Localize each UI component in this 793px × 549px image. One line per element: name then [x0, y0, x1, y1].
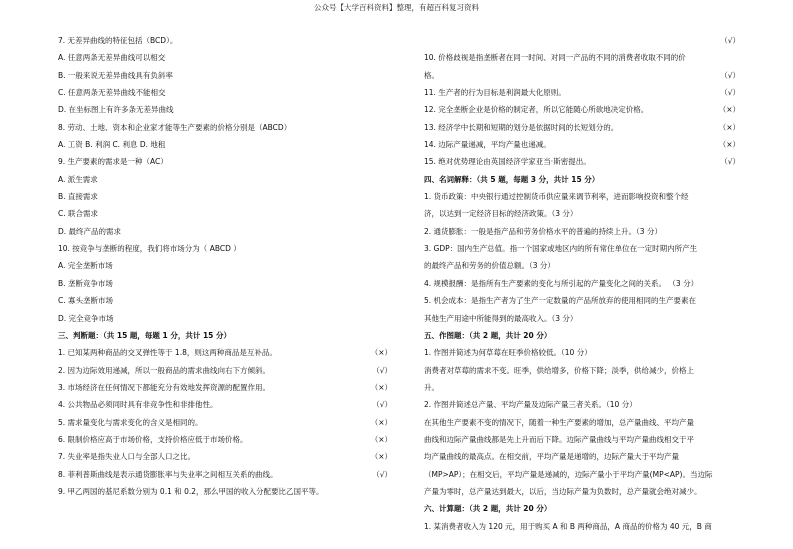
text-line [58, 448, 390, 465]
line-text: 1. 已知某两种商品的交叉弹性等于 1.8，则这两种商品是互补品。 [58, 348, 277, 358]
line-text: D. 在坐标图上有许多条无差异曲线 [58, 105, 174, 115]
text-line [424, 32, 740, 49]
line-text: 9. 生产要素的需求是一种（AC） [58, 157, 168, 167]
line-text: 六、计算题：（共 2 题，共计 20 分） [424, 504, 552, 514]
line-text: D. 最终产品的需求 [58, 226, 122, 236]
text-line [424, 119, 740, 136]
answer-mark: （√） [372, 365, 392, 375]
line-text: 7. 失业率是指失业人口与全部人口之比。 [58, 452, 196, 462]
answer-mark: （√） [372, 400, 392, 410]
text-line [58, 310, 390, 327]
line-text: A. 工资 B. 利润 C. 利息 D. 地租 [58, 140, 166, 150]
answer-mark: （×） [370, 452, 392, 462]
line-text: 5. 需求量变化与需求变化的含义是相同的。 [58, 417, 203, 427]
text-line [424, 414, 740, 431]
section-heading [424, 500, 740, 517]
text-line [58, 101, 390, 118]
line-text: 三、判断题：（共 15 题，每题 1 分，共计 15 分） [58, 330, 232, 340]
answer-mark: （√） [720, 157, 740, 167]
line-text: B. 垄断竞争市场 [58, 278, 113, 288]
text-line [58, 240, 390, 257]
line-text: D. 完全竞争市场 [58, 313, 114, 323]
line-text: 12. 完全垄断企业是价格的制定者，所以它能随心所欲地决定价格。 [424, 105, 649, 115]
line-text: （MP>AP）；在相交后，平均产量是递减的，边际产量小于平均产量(MP<AP)。当边际 [424, 469, 713, 479]
section-heading [424, 171, 740, 188]
text-line [58, 119, 390, 136]
answer-mark: （×） [370, 382, 392, 392]
line-text: 6. 限制价格应高于市场价格，支持价格应低于市场价格。 [58, 434, 248, 444]
answer-mark: （√） [720, 88, 740, 98]
left-column [58, 32, 390, 500]
line-text: 13. 经济学中长期和短期的划分是依据时间的长短划分的。 [424, 122, 619, 132]
text-line [424, 188, 740, 205]
line-text: B. 直接需求 [58, 192, 98, 202]
answer-mark: （×） [718, 140, 740, 150]
answer-mark: （×） [370, 348, 392, 358]
line-text: 4. 公共物品必须同时具有非竞争性和非排他性。 [58, 400, 218, 410]
line-text: 2. 作图并简述总产量、平均产量及边际产量三者关系。（10 分） [424, 400, 637, 410]
text-line [58, 171, 390, 188]
line-text: C. 任意两条无差异曲线不能相交 [58, 88, 166, 98]
text-line [58, 136, 390, 153]
line-text: 其他生产用途中所能得到的最高收入。（3 分） [424, 313, 578, 323]
line-text: C. 联合需求 [58, 209, 99, 219]
line-text: 3. GDP：国内生产总值。指一个国家或地区内的所有常住单位在一定时期内所产生 [424, 244, 698, 254]
text-line [58, 205, 390, 222]
line-text: C. 寡头垄断市场 [58, 296, 114, 306]
text-line [58, 153, 390, 170]
line-text: 曲线和边际产量曲线都是先上升而后下降。边际产量曲线与平均产量曲线相交于平 [424, 434, 694, 444]
right-column [424, 32, 740, 535]
text-line [58, 292, 390, 309]
line-text: 1. 作图并简述为何草莓在旺季价格较低。（10 分） [424, 348, 592, 358]
line-text: 4. 规模报酬：是指所有生产要素的变化与所引起的产量变化之间的关系。 （3 分） [424, 278, 699, 288]
answer-mark: （√） [720, 36, 740, 45]
answer-mark: （√） [720, 70, 740, 80]
line-text: 15. 绝对优势理论由英国经济学家亚当·斯密提出。 [424, 157, 591, 167]
line-text: 济，以达到一定经济目标的经济政策。（3 分） [424, 209, 578, 219]
answer-mark: （×） [370, 417, 392, 427]
text-line [424, 292, 740, 309]
text-line [58, 188, 390, 205]
line-text: 1. 某消费者收入为 120 元，用于购买 A 和 B 两种商品，A 商品的价格为 40 元，B 商 [424, 521, 712, 531]
line-text: 升。 [424, 382, 439, 392]
line-text: 5. 机会成本：是指生产者为了生产一定数量的产品所放弃的使用相同的生产要素在 [424, 296, 697, 306]
line-text: A. 完全垄断市场 [58, 261, 113, 271]
text-line [424, 448, 740, 465]
answer-mark: （×） [718, 122, 740, 132]
line-text: 产量为零时，总产量达到最大，以后，当边际产量为负数时，总产量就会绝对减少。 [424, 486, 702, 496]
text-line [58, 414, 390, 431]
answer-mark: （√） [372, 469, 392, 479]
text-line [424, 257, 740, 274]
line-text: 14. 边际产量递减，平均产量也递减。 [424, 140, 551, 150]
text-line [424, 466, 740, 483]
line-text: 五、作图题：（共 2 题，共计 20 分） [424, 330, 552, 340]
line-text: 11. 生产者的行为目标是利润最大化原则。 [424, 88, 566, 98]
line-text: 10. 按竞争与垄断的程度，我们将市场分为（ ABCD ） [58, 244, 241, 254]
text-line [424, 67, 740, 84]
line-text: 8. 劳动、土地、资本和企业家才能等生产要素的价格分别是（ABCD） [58, 122, 292, 132]
line-text: 均产量曲线的最高点。在相交前，平均产量是递增的，边际产量大于平均产量 [424, 452, 679, 462]
text-line [424, 362, 740, 379]
section-heading [58, 327, 390, 344]
line-text: 四、名词解释：（共 5 题，每题 3 分，共计 15 分） [424, 174, 600, 184]
text-line [424, 431, 740, 448]
line-text: 10. 价格歧视是指垄断者在同一时间、对同一产品的不同的消费者收取不同的价 [424, 53, 686, 63]
text-line [58, 49, 390, 66]
text-line [58, 362, 390, 379]
text-line [58, 84, 390, 101]
line-text: B. 一般来说无差异曲线具有负斜率 [58, 70, 173, 80]
text-line [424, 240, 740, 257]
text-line [424, 153, 740, 170]
text-line [424, 396, 740, 413]
line-text: A. 派生需求 [58, 174, 98, 184]
page-header: 公众号【大学百科资料】整理，有超百科复习资料 [314, 3, 479, 12]
text-line [424, 310, 740, 327]
line-text: 7. 无差异曲线的特征包括（BCD）。 [58, 36, 178, 45]
text-line [424, 483, 740, 500]
line-text: 2. 通货膨胀：一般是指产品和劳务价格水平的普遍的持续上升。（3 分） [424, 226, 662, 236]
text-line [424, 49, 740, 66]
line-text: 在其他生产要素不变的情况下，随着一种生产要素的增加，总产量曲线、平均产量 [424, 417, 694, 427]
text-line [58, 257, 390, 274]
text-line [58, 431, 390, 448]
text-line [424, 344, 740, 361]
line-text: 1. 货币政策：中央银行通过控制货币供应量来调节利率，进而影响投资和整个经 [424, 192, 689, 202]
section-heading [424, 327, 740, 344]
line-text: 2. 因为边际效用递减，所以一般商品的需求曲线向右下方倾斜。 [58, 365, 271, 375]
line-text: 3. 市场经济在任何情况下都能充分有效地发挥资源的配置作用。 [58, 382, 271, 392]
text-line [58, 483, 390, 500]
line-text: 格。 [424, 70, 439, 80]
text-line [58, 379, 390, 396]
text-line [424, 275, 740, 292]
text-line [424, 379, 740, 396]
answer-mark: （×） [370, 434, 392, 444]
text-line [424, 101, 740, 118]
text-line [58, 344, 390, 361]
text-line [424, 223, 740, 240]
text-line [424, 84, 740, 101]
line-text: 的最终产品和劳务的价值总额。（3 分） [424, 261, 555, 271]
text-line [58, 396, 390, 413]
text-line [58, 466, 390, 483]
text-line [58, 67, 390, 84]
line-text: 8. 菲利普斯曲线是表示通货膨胀率与失业率之间相互关系的曲线。 [58, 469, 278, 479]
text-line [424, 205, 740, 222]
answer-mark: （×） [718, 105, 740, 115]
text-line [58, 32, 390, 49]
text-line [424, 136, 740, 153]
text-line [424, 518, 740, 535]
text-line [58, 223, 390, 240]
line-text: A. 任意两条无差异曲线可以相交 [58, 53, 166, 63]
line-text: 9. 甲乙两国的基尼系数分别为 0.1 和 0.2，那么甲国的收入分配要比乙国平等。 [58, 486, 324, 496]
line-text: 消费者对草莓的需求不变。旺季，供给增多，价格下降；淡季，供给减少，价格上 [424, 365, 694, 375]
text-line [58, 275, 390, 292]
